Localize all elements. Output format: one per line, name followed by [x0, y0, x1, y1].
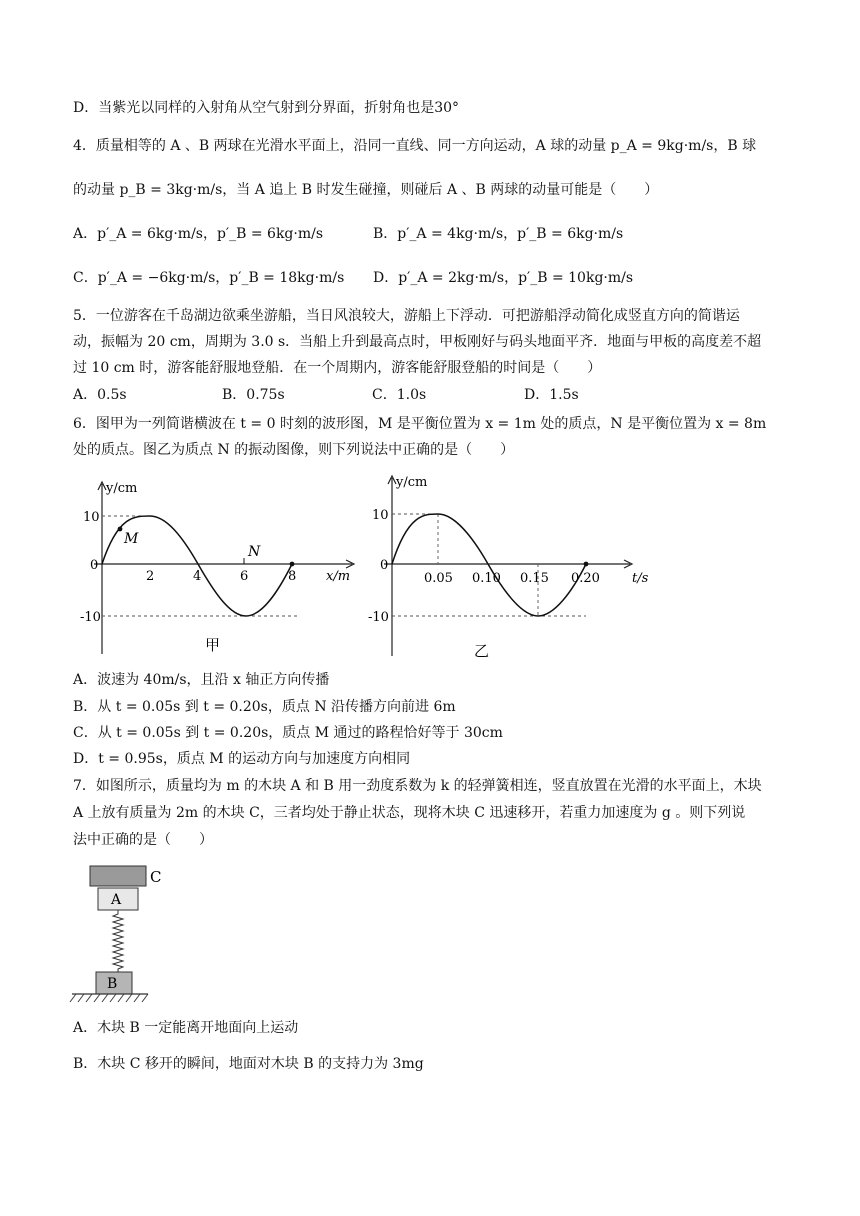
q6-stem-line2: 处的质点。图乙为质点 N 的振动图像，则下列说法中正确的是（ ） [73, 442, 515, 458]
ytick-10: 10 [372, 508, 389, 523]
q6-option-c: C．从 t = 0.05s 到 t = 0.20s，质点 M 通过的路程恰好等于 30cm [73, 725, 503, 741]
xtick-015: 0.15 [520, 571, 549, 586]
q5-option-a: A．0.5s [73, 387, 127, 403]
ytick-10: 10 [83, 510, 100, 525]
ytick-0: 0 [380, 558, 389, 573]
block-c [90, 866, 146, 886]
q6-option-a: A．波速为 40m/s，且沿 x 轴正方向传播 [73, 672, 330, 688]
q7-option-a: A．木块 B 一定能离开地面向上运动 [73, 1020, 299, 1036]
q5-stem-line1: 5．一位游客在千岛湖边欲乘坐游船，当日风浪较大，游船上下浮动．可把游船浮动简化成竖直方向的简谐运 [73, 308, 740, 324]
q4-stem-line2: 的动量 p_B = 3kg·m/s，当 A 追上 B 时发生碰撞，则碰后 A 、B 两球的动量可能是（ ） [73, 182, 659, 198]
label-a: A [111, 892, 122, 908]
q6-option-d: D．t = 0.95s，质点 M 的运动方向与加速度方向相同 [73, 751, 411, 767]
y-axis-label: y/cm [396, 475, 428, 490]
xtick-010: 0.10 [472, 571, 501, 586]
q3-option-d: D．当紫光以同样的入射角从空气射到分界面，折射角也是30° [73, 100, 460, 116]
label-c: C [150, 868, 162, 886]
spring [113, 910, 123, 972]
q7-option-b: B．木块 C 移开的瞬间，地面对木块 B 的支持力为 3mg [73, 1056, 424, 1072]
ground-hatching [70, 994, 148, 1002]
x-axis-label: x/m [326, 569, 351, 584]
vibration-graph-yi [368, 470, 668, 666]
wave-graph-jia [80, 476, 370, 666]
q5-option-d: D．1.5s [524, 387, 579, 403]
q4-stem-line1: 4．质量相等的 A 、B 两球在光滑水平面上，沿同一直线、同一方向运动，A 球的动量 p_A = 9kg·m/s，B 球 [73, 138, 757, 154]
ytick-neg10: -10 [368, 610, 389, 625]
xtick-020: 0.20 [571, 571, 600, 586]
vibration-curve [392, 514, 586, 616]
q4-option-c: C．p′_A = −6kg·m/s，p′_B = 18kg·m/s [73, 270, 345, 286]
q5-option-b: B．0.75s [222, 387, 285, 403]
q4-option-d: D．p′_A = 2kg·m/s，p′_B = 10kg·m/s [373, 270, 634, 286]
end-marker [584, 562, 589, 567]
label-m: M [124, 531, 139, 547]
q4-option-a: A．p′_A = 6kg·m/s，p′_B = 6kg·m/s [73, 226, 324, 242]
q5-option-c: C．1.0s [372, 387, 427, 403]
caption-jia: 甲 [205, 636, 221, 654]
label-n: N [248, 544, 261, 560]
caption-yi: 乙 [474, 642, 490, 660]
q6-stem-line1: 6．图甲为一列简谐横波在 t = 0 时刻的波形图，M 是平衡位置为 x = 1m 处的质点，N 是平衡位置为 x = 8m [73, 416, 767, 432]
q5-stem-line2: 动，振幅为 20 cm，周期为 3.0 s．当船上升到最高点时，甲板刚好与码头地面平齐．地面与甲板的高度差不超 [73, 334, 762, 350]
ytick-neg10: -10 [80, 610, 101, 625]
q7-stem-line3: 法中正确的是（ ） [73, 832, 213, 848]
q7-stem-line1: 7．如图所示，质量均为 m 的木块 A 和 B 用一劲度系数为 k 的轻弹簧相连，竖直放置在光滑的水平面上，木块 [73, 778, 762, 794]
y-axis-label: y/cm [106, 481, 138, 496]
q5-stem-line3: 过 10 cm 时，游客能舒服地登船．在一个周期内，游客能舒服登船的时间是（ ） [73, 360, 602, 376]
xtick-6: 6 [240, 569, 249, 584]
xtick-4: 4 [193, 569, 202, 584]
x-axis-label: t/s [632, 571, 649, 586]
xtick-005: 0.05 [424, 571, 453, 586]
ytick-0: 0 [90, 558, 99, 573]
q4-option-b: B．p′_A = 4kg·m/s，p′_B = 6kg·m/s [373, 226, 624, 242]
q6-option-b: B．从 t = 0.05s 到 t = 0.20s，质点 N 沿传播方向前进 6m [73, 699, 456, 715]
label-b: B [107, 976, 118, 992]
point-n-marker [290, 562, 295, 567]
point-m-marker [118, 527, 123, 532]
xtick-8: 8 [288, 569, 297, 584]
xtick-2: 2 [146, 569, 155, 584]
spring-block-figure [68, 862, 188, 1006]
q7-stem-line2: A 上放有质量为 2m 的木块 C，三者均处于静止状态，现将木块 C 迅速移开，若重力加速度为 g 。则下列说 [73, 805, 746, 821]
